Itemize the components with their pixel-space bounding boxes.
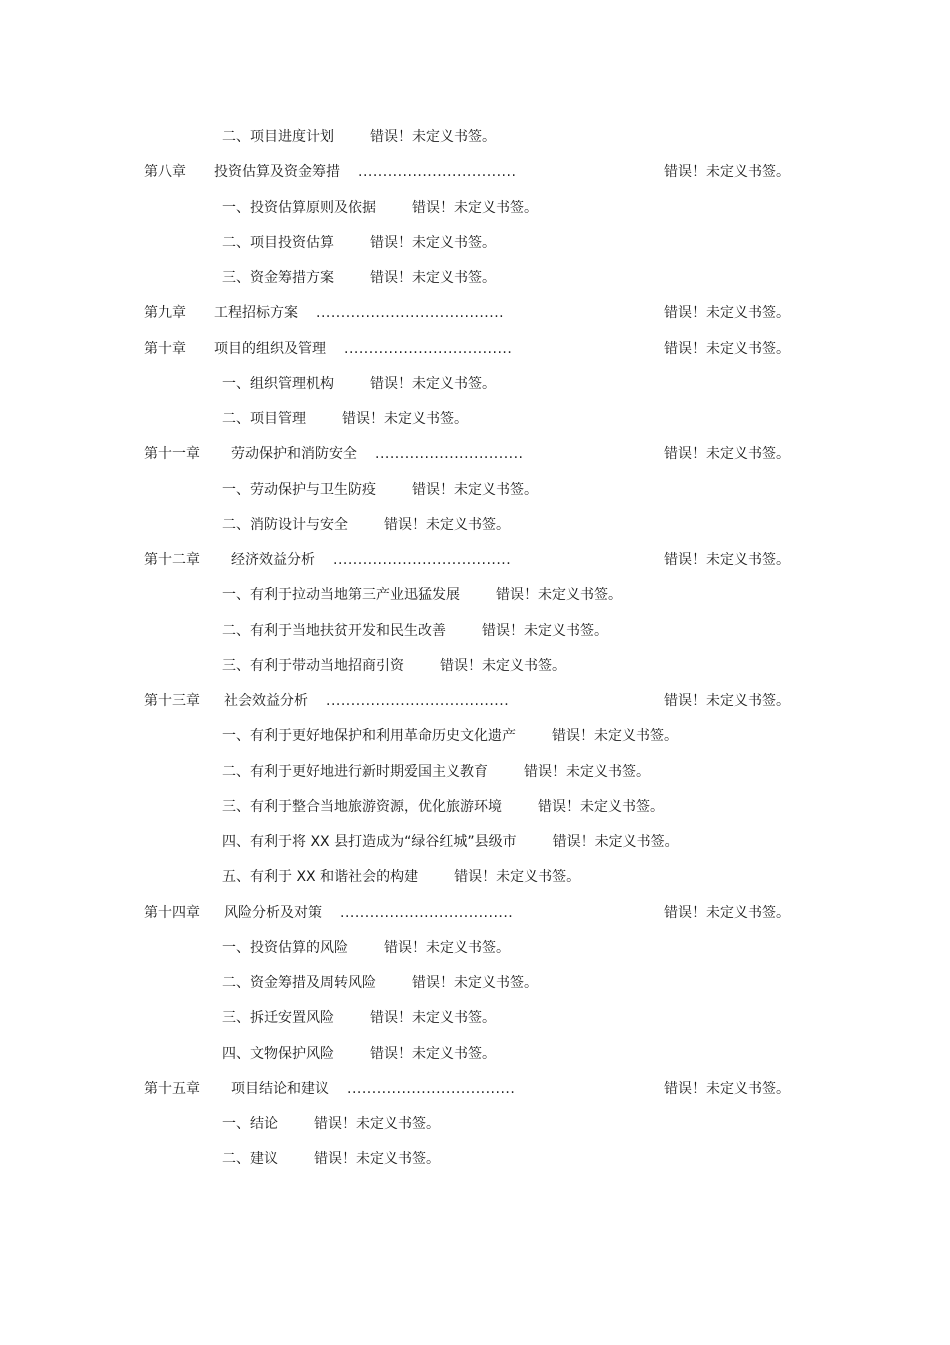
page-reference[interactable]: 错误！未定义书签。: [412, 481, 538, 498]
page-reference[interactable]: 错误！未定义书签。: [664, 340, 790, 357]
chapter-number: 第十一章: [144, 446, 200, 463]
chapter-title: 经济效益分析: [231, 552, 315, 568]
section-title: 二、建议: [222, 1151, 278, 1168]
page-reference[interactable]: 错误！未定义书签。: [412, 975, 538, 991]
section-title: 一、投资估算原则及依据: [222, 199, 376, 216]
section-title: 二、消防设计与安全: [222, 516, 348, 533]
page-reference[interactable]: 错误！未定义书签。: [314, 1116, 440, 1132]
toc-section-entry[interactable]: [0, 263, 950, 298]
toc-chapter-entry[interactable]: [0, 298, 950, 333]
page-reference[interactable]: 错误！未定义书签。: [412, 199, 538, 216]
toc-section-entry[interactable]: [0, 228, 950, 263]
toc-section-entry[interactable]: [0, 1003, 950, 1038]
chapter-number: 第十三章: [144, 693, 200, 709]
chapter-number: 第十章: [144, 340, 186, 357]
toc-chapter-entry[interactable]: [0, 1074, 950, 1109]
section-title: 二、项目管理: [222, 411, 306, 427]
toc-section-entry[interactable]: [0, 404, 950, 439]
toc-section-entry[interactable]: [0, 1144, 950, 1179]
toc-section-entry[interactable]: [0, 862, 950, 897]
chapter-title: 项目的组织及管理: [214, 340, 326, 357]
toc-section-entry[interactable]: [0, 721, 950, 756]
section-title: 三、有利于带动当地招商引资: [222, 657, 404, 674]
page-reference[interactable]: 错误！未定义书签。: [370, 375, 496, 392]
toc-section-entry[interactable]: [0, 616, 950, 651]
page-reference[interactable]: 错误！未定义书签。: [440, 657, 566, 674]
toc-chapter-entry[interactable]: [0, 157, 950, 192]
page-reference[interactable]: 错误！未定义书签。: [384, 939, 510, 956]
page-reference[interactable]: 错误！未定义书签。: [342, 411, 468, 427]
page-reference[interactable]: 错误！未定义书签。: [664, 305, 790, 322]
page-reference[interactable]: 错误！未定义书签。: [664, 904, 790, 921]
page-reference[interactable]: 错误！未定义书签。: [454, 869, 581, 886]
page-reference[interactable]: 错误！未定义书签。: [552, 834, 679, 850]
toc-chapter-entry[interactable]: [0, 334, 950, 369]
section-title: 一、结论: [222, 1116, 278, 1132]
toc-section-entry[interactable]: [0, 827, 950, 862]
page-reference[interactable]: 错误！未定义书签。: [370, 234, 496, 251]
section-title: 二、项目投资估算: [222, 234, 334, 251]
page-reference[interactable]: 错误！未定义书签。: [370, 129, 496, 145]
page-reference[interactable]: 错误！未定义书签。: [370, 1010, 496, 1027]
page-reference[interactable]: 错误！未定义书签。: [538, 798, 664, 815]
dot-leader: ................................: [358, 164, 517, 181]
page-reference[interactable]: 错误！未定义书签。: [664, 446, 790, 463]
dot-leader: .....................................: [326, 693, 510, 709]
page-reference[interactable]: 错误！未定义书签。: [314, 1151, 440, 1168]
chapter-title: 风险分析及对策: [224, 904, 322, 921]
section-title: 一、劳动保护与卫生防疫: [222, 481, 376, 498]
section-title: 二、有利于更好地进行新时期爱国主义教育: [222, 763, 488, 780]
chapter-title: 社会效益分析: [224, 693, 308, 709]
toc-section-entry[interactable]: [0, 193, 950, 228]
page-reference[interactable]: 错误！未定义书签。: [552, 728, 678, 745]
toc-section-entry[interactable]: [0, 580, 950, 615]
toc-section-entry[interactable]: [0, 933, 950, 968]
page-reference[interactable]: 错误！未定义书签。: [664, 693, 790, 709]
chapter-title: 投资估算及资金筹措: [214, 164, 340, 181]
toc-section-entry[interactable]: [0, 369, 950, 404]
toc-chapter-entry[interactable]: [0, 898, 950, 933]
chapter-number: 第十二章: [144, 552, 200, 568]
page-reference[interactable]: 错误！未定义书签。: [664, 552, 790, 568]
section-title: 一、组织管理机构: [222, 375, 334, 392]
section-title: 二、有利于当地扶贫开发和民生改善: [222, 622, 446, 639]
page-reference[interactable]: 错误！未定义书签。: [664, 164, 790, 181]
section-title: 一、有利于拉动当地第三产业迅猛发展: [222, 587, 460, 604]
toc-section-entry[interactable]: [0, 122, 950, 157]
dot-leader: ...................................: [340, 904, 514, 921]
toc-section-entry[interactable]: [0, 1109, 950, 1144]
page-reference[interactable]: 错误！未定义书签。: [664, 1080, 790, 1097]
toc-chapter-entry[interactable]: [0, 686, 950, 721]
page-reference[interactable]: 错误！未定义书签。: [524, 763, 650, 780]
toc-section-entry[interactable]: [0, 968, 950, 1003]
toc-section-entry[interactable]: [0, 510, 950, 545]
dot-leader: ......................................: [316, 305, 505, 322]
section-title: 四、有利于将 XX 县打造成为“绿谷红城”县级市: [222, 834, 517, 850]
chapter-number: 第八章: [144, 164, 186, 181]
section-title: 一、投资估算的风险: [222, 939, 348, 956]
dot-leader: ..................................: [344, 340, 513, 357]
section-title: 一、有利于更好地保护和利用革命历史文化遗产: [222, 728, 516, 745]
section-title: 三、资金筹措方案: [222, 270, 334, 286]
page-reference[interactable]: 错误！未定义书签。: [370, 270, 496, 286]
toc-section-entry[interactable]: [0, 651, 950, 686]
chapter-title: 工程招标方案: [214, 305, 298, 322]
toc-section-entry[interactable]: [0, 1039, 950, 1074]
page-reference[interactable]: 错误！未定义书签。: [496, 587, 622, 604]
section-title: 四、文物保护风险: [222, 1045, 334, 1062]
page-reference[interactable]: 错误！未定义书签。: [384, 516, 510, 533]
section-title: 三、拆迁安置风险: [222, 1010, 334, 1027]
toc-chapter-entry[interactable]: [0, 439, 950, 474]
page-reference[interactable]: 错误！未定义书签。: [482, 622, 608, 639]
table-of-contents: [0, 122, 950, 1180]
chapter-number: 第九章: [144, 305, 186, 322]
section-title: 二、资金筹措及周转风险: [222, 975, 376, 991]
chapter-title: 劳动保护和消防安全: [231, 446, 357, 463]
section-title: 二、项目进度计划: [222, 129, 334, 145]
chapter-number: 第十四章: [144, 904, 200, 921]
toc-section-entry[interactable]: [0, 757, 950, 792]
page-reference[interactable]: 错误！未定义书签。: [370, 1045, 496, 1062]
chapter-title: 项目结论和建议: [231, 1080, 329, 1097]
section-title: 五、有利于 XX 和谐社会的构建: [222, 869, 419, 886]
toc-section-entry[interactable]: [0, 475, 950, 510]
section-title: 三、有利于整合当地旅游资源，优化旅游环境: [222, 798, 502, 815]
dot-leader: ..............................: [375, 446, 524, 463]
chapter-number: 第十五章: [144, 1080, 200, 1097]
toc-chapter-entry[interactable]: [0, 545, 950, 580]
dot-leader: ..................................: [347, 1080, 516, 1097]
dot-leader: ....................................: [333, 552, 512, 568]
toc-section-entry[interactable]: [0, 792, 950, 827]
